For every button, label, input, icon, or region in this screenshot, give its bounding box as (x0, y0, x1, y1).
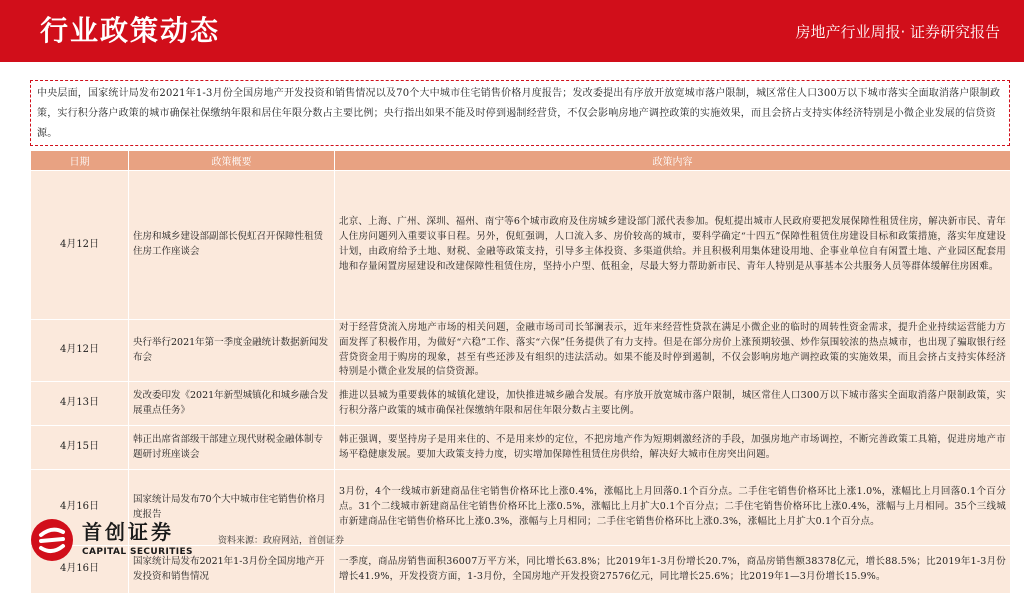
row-date: 4月12日 (31, 171, 129, 320)
page-title: 行业政策动态 (40, 14, 221, 47)
table-row (31, 426, 1011, 470)
row-summary: 国家统计局发布70个大中城市住宅销售价格月度报告 (129, 470, 335, 546)
row-summary: 央行举行2021年第一季度金融统计数据新闻发布会 (129, 320, 335, 382)
company-logo (30, 518, 215, 562)
row-date: 4月13日 (31, 382, 129, 426)
header-date: 日期 (31, 151, 129, 171)
row-content: 韩正强调，要坚持房子是用来住的、不是用来炒的定位，不把房地产作为短期刺激经济的手段，加强房地产市场调控，不断完善政策工具箱，促进房地产市场平稳健康发展。要加大政策支持力度，切实增加保障性租赁住房供给，解决好大城市住房突出问题。 (335, 426, 1011, 470)
table-row (31, 320, 1011, 382)
row-content: 北京、上海、广州、深圳、福州、南宁等6个城市政府及住房城乡建设部门派代表参加。倪虹提出城市人民政府要把发展保障性租赁住房，解决新市民、青年人住房问题列入重要议事日程。另外，倪虹强调，人口流入多、房价较高的城市，要科学确定“十四五”保障性租赁住房建设目标和政策措施，落实年度建设计划，由政府给予土地、财税、金融等政策支持，引导多主体投资、多渠道供给。并且积极利用集体建设用地、企事业单位自有闲置土地、产业园区配套用地和存量闲置房屋建设和改建保障性租赁住房，坚持小户型、低租金，尽最大努力帮助新市民、青年人特别是从事基本公共服务人员等群体缓解住房困难。 (335, 171, 1011, 320)
header-summary: 政策概要 (129, 151, 335, 171)
row-content: 推进以县城为重要载体的城镇化建设，加快推进城乡融合发展。有序放开放宽城市落户限制，城区常住人口300万以下城市落实全面取消落户限制政策，实行积分落户政策的城市确保社保缴纳年限和居住年限分数占主要比例。 (335, 382, 1011, 426)
row-summary: 国家统计局发布2021年1-3月份全国房地产开发投资和销售情况 (129, 546, 335, 594)
row-date: 4月15日 (31, 426, 129, 470)
source-note: 资料来源：政府网站，首创证券 (218, 536, 345, 546)
row-summary: 住房和城乡建设部副部长倪虹召开保障性租赁住房工作座谈会 (129, 171, 335, 320)
logo-text-en: CAPITAL SECURITIES (82, 547, 193, 557)
row-date: 4月12日 (31, 320, 129, 382)
table-header-row (31, 151, 1011, 171)
summary-box: 中央层面，国家统计局发布2021年1-3月份全国房地产开发投资和销售情况以及70个大中城市住宅销售价格月度报告；发改委提出有序放开放宽城市落户限制，城区常住人口300万以下城市落实全面取消落户限制政策，实行积分落户政策的城市确保社保缴纳年限和居住年限分数占主要比例；央行指出如果不能及时停到遏制经营贷，不仅会影响房地产调控政策的实施效果，而且会挤占支持实体经济特别是小微企业发展的信贷资源。 (30, 80, 1010, 146)
report-subtitle: 房地产行业周报· 证券研究报告 (795, 23, 1000, 41)
row-content: 对于经营贷流入房地产市场的相关问题，金融市场司司长邹澜表示，近年来经营性贷款在满足小微企业的临时的周转性资金需求，提升企业持续运营能力方面发挥了积极作用，为做好“六稳”工作、落实“六保”任务提供了有力支持。但是在部分房价上涨预期较强、炒作氛围较浓的热点城市，也出现了骗取银行经营贷资金用于购房的现象，甚至有些还涉及有组织的违法活动。如果不能及时停到遏制，不仅会影响房地产调控政策的实施效果，而且会挤占支持实体经济特别是小微企业发展的信贷资源。 (335, 320, 1011, 382)
row-summary: 韩正出席省部级干部建立现代财税金融体制专题研讨班座谈会 (129, 426, 335, 470)
capital-securities-logo-icon (30, 518, 74, 562)
logo-text-cn: 首创证券 (82, 520, 174, 544)
row-content: 3月份，4个一线城市新建商品住宅销售价格环比上涨0.4%，涨幅比上月回落0.1个百分点。二手住宅销售价格环比上涨1.0%，涨幅比上月回落0.1个百分点。31个二线城市新建商品住宅销售价格环比上涨0.5%，涨幅比上月扩大0.1个百分点；二手住宅销售价格环比上涨0.4%，涨幅与上月相同。35个三线城市新建商品住宅销售价格环比上涨0.3%，涨幅与上月相同；二手住宅销售价格环比上涨0.3%，涨幅比上月扩大0.1个百分点。 (335, 470, 1011, 546)
table-row (31, 382, 1011, 426)
row-content: 一季度，商品房销售面积36007万平方米，同比增长63.8%；比2019年1-3月份增长20.7%，商品房销售额38378亿元，增长88.5%；比2019年1-3月份增长41.9%，开发投资方面，1-3月份，全国房地产开发投资27576亿元，同比增长25.6%；比2019年1—3月份增长15.9%。 (335, 546, 1011, 594)
row-date: 4月16日 (31, 470, 129, 546)
header-banner (0, 0, 1024, 62)
table-row (31, 171, 1011, 320)
row-summary: 发改委印发《2021年新型城镇化和城乡融合发展重点任务》 (129, 382, 335, 426)
header-content: 政策内容 (335, 151, 1011, 171)
row-date: 4月16日 (31, 546, 129, 594)
